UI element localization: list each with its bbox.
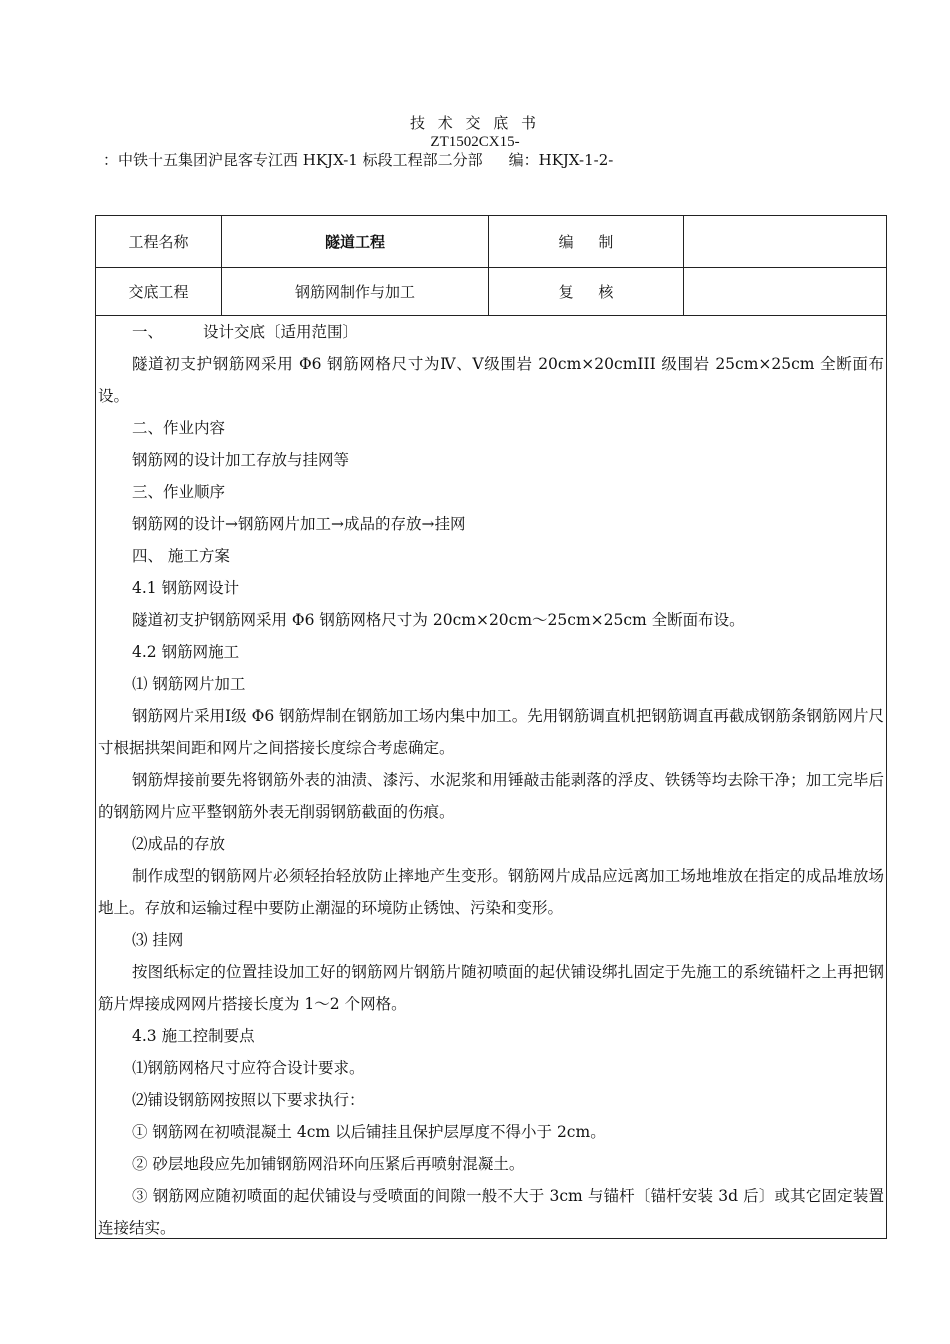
compile-label: 编 制 [489, 216, 684, 267]
review-label: 复 核 [489, 267, 684, 315]
review-value [684, 267, 886, 315]
list-item: ③ 钢筋网应随初喷面的起伏铺设与受喷面的间隙一般不大于 3cm 与锚杆〔锚杆安装 3d 后〕或其它固定装置连接结实。 [98, 1187, 884, 1237]
paragraph: 钢筋网片采用Ⅰ级 Φ6 钢筋焊制在钢筋加工场内集中加工。先用钢筋调直机把钢筋调直再截成钢筋条钢筋网片尺寸根据拱架间距和网片之间搭接长度综合考虑确定。 [98, 707, 884, 757]
item-heading: ⑵成品的存放 [132, 835, 226, 853]
paragraph: 隧道初支护钢筋网采用 Φ6 钢筋网格尺寸为Ⅳ、Ⅴ级围岩 20cm×20cmIII 级围岩 25cm×25cm 全断面布设。 [98, 355, 884, 405]
list-item: ② 砂层地段应先加铺钢筋网沿环向压紧后再喷射混凝土。 [132, 1155, 525, 1173]
section-heading: 四、 施工方案 [132, 547, 230, 565]
paragraph: 按图纸标定的位置挂设加工好的钢筋网片钢筋片随初喷面的起伏铺设绑扎固定于先施工的系统锚杆之上再把钢筋片焊接成网网片搭接长度为 1～2 个网格。 [98, 963, 884, 1013]
section-title: 设计交底〔适用范围〕 [203, 323, 359, 341]
paragraph: 隧道初支护钢筋网采用 Φ6 钢筋网格尺寸为 20cm×20cm～25cm×25cm 全断面布设。 [132, 611, 745, 629]
document-number: ZT1502CX15- [430, 134, 520, 150]
unit-name: ：中铁十五集团沪昆客专江西 HKJX-1 标段工程部二分部 [103, 151, 483, 169]
paragraph: 钢筋网的设计加工存放与挂网等 [132, 451, 350, 469]
project-name-value: 隧道工程 [222, 216, 489, 267]
table-row-project [96, 216, 886, 268]
section-heading: 三、作业顺序 [132, 483, 226, 501]
list-item: ⑵铺设钢筋网按照以下要求执行： [132, 1091, 365, 1109]
unit-line [103, 151, 613, 169]
section-heading: 二、作业内容 [132, 419, 226, 437]
subsection-heading: 4.1 钢筋网设计 [132, 579, 240, 597]
item-heading: ⑴ 钢筋网片加工 [132, 675, 246, 693]
section-number: 一、 [132, 323, 164, 341]
paragraph: 钢筋网的设计→钢筋网片加工→成品的存放→挂网 [132, 515, 466, 533]
section-heading [96, 316, 886, 348]
subject-label: 交底工程 [96, 267, 222, 315]
item-heading: ⑶ 挂网 [132, 931, 184, 949]
document-code: 编：HKJX-1-2- [508, 151, 614, 169]
subsection-heading: 4.3 施工控制要点 [132, 1027, 255, 1045]
subsection-heading: 4.2 钢筋网施工 [132, 643, 240, 661]
table-row-subject [96, 267, 886, 316]
paragraph: 制作成型的钢筋网片必须轻抬轻放防止摔地产生变形。钢筋网片成品应远离加工场地堆放在指定的成品堆放场地上。存放和运输过程中要防止潮湿的环境防止锈蚀、污染和变形。 [98, 867, 884, 917]
list-item: ⑴钢筋网格尺寸应符合设计要求。 [132, 1059, 365, 1077]
subject-value: 钢筋网制作与加工 [222, 267, 489, 315]
list-item: ① 钢筋网在初喷混凝土 4cm 以后铺挂且保护层厚度不得小于 2cm。 [132, 1123, 606, 1141]
disclosure-content [96, 316, 886, 1244]
compile-value [684, 216, 886, 267]
document-title: 技 术 交 底 书 [409, 114, 541, 132]
project-name-label: 工程名称 [96, 216, 222, 267]
paragraph: 钢筋焊接前要先将钢筋外表的油渍、漆污、水泥浆和用锤敲击能剥落的浮皮、铁锈等均去除干净；加工完毕后的钢筋网片应平整钢筋外表无削弱钢筋截面的伤痕。 [98, 771, 884, 821]
disclosure-table [95, 215, 887, 1239]
